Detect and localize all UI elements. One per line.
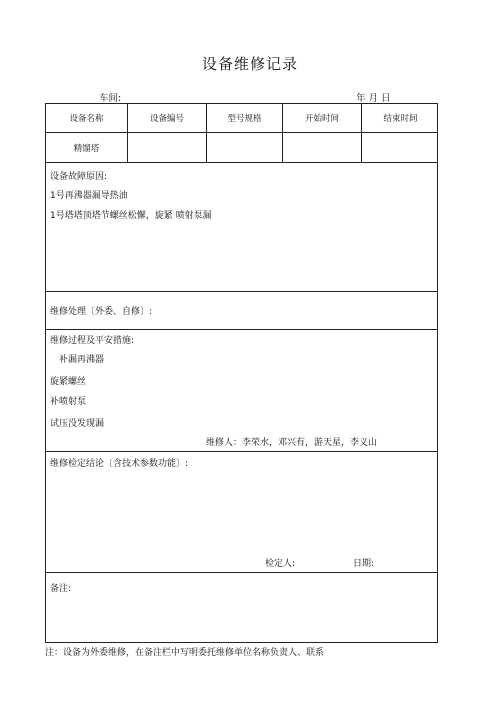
process-label: 维修过程及平安措施: bbox=[50, 336, 135, 346]
start-time-cell[interactable] bbox=[283, 133, 362, 162]
process-line-4: 试压没发现漏 bbox=[50, 419, 105, 429]
repairers: 维修人：李荣水，邓兴有，游天星，李义山 bbox=[206, 438, 378, 448]
handling-label: 维修处理〔外委、自修〕: bbox=[50, 307, 153, 317]
header-equipment-number: 设备编号 bbox=[128, 104, 207, 132]
page-title: 设备维修记录 bbox=[201, 55, 298, 73]
equipment-number-cell[interactable] bbox=[128, 133, 207, 162]
fault-label: 设备故障原因: bbox=[50, 172, 108, 182]
process-line-1: 补漏再沸器 bbox=[59, 355, 105, 365]
end-time-cell[interactable] bbox=[362, 133, 439, 162]
model-spec-cell[interactable] bbox=[207, 133, 283, 162]
remarks-label: 备注: bbox=[50, 584, 72, 594]
header-equipment-name: 设备名称 bbox=[46, 104, 128, 132]
header-model-spec: 型号规格 bbox=[207, 104, 283, 132]
inspection-section[interactable] bbox=[46, 452, 437, 573]
fault-line-1: 1号再沸器漏导热油 bbox=[50, 191, 128, 201]
inspection-label: 维修检定结论〔含技术参数功能〕: bbox=[50, 459, 189, 469]
header-start-time: 开始时间 bbox=[283, 104, 362, 132]
equipment-name-cell[interactable]: 精馏塔 bbox=[46, 133, 128, 162]
header-end-time: 结束时间 bbox=[383, 114, 418, 124]
inspector-label: 检定人: bbox=[265, 559, 296, 569]
fault-section[interactable] bbox=[46, 163, 437, 292]
date-label: 年 月 日 bbox=[356, 93, 391, 104]
maintenance-form bbox=[45, 103, 438, 643]
equipment-row bbox=[46, 133, 437, 163]
remarks-section[interactable] bbox=[46, 573, 437, 644]
fault-line-2: 1号塔塔顶塔节螺丝松懈，旋紧 喷射泵漏 bbox=[50, 211, 212, 221]
process-section[interactable] bbox=[46, 330, 437, 452]
footnote: 注：设备为外委维修，在备注栏中写明委托维修单位名称负责人、联系 bbox=[45, 648, 325, 658]
process-line-2: 旋紧螺丝 bbox=[50, 377, 87, 387]
handling-section[interactable] bbox=[46, 292, 437, 330]
inspection-date-label: 日期: bbox=[353, 559, 375, 569]
workshop-label: 车间: bbox=[99, 93, 122, 104]
header-row bbox=[46, 104, 437, 133]
process-line-3: 补喷射泵 bbox=[50, 397, 87, 407]
